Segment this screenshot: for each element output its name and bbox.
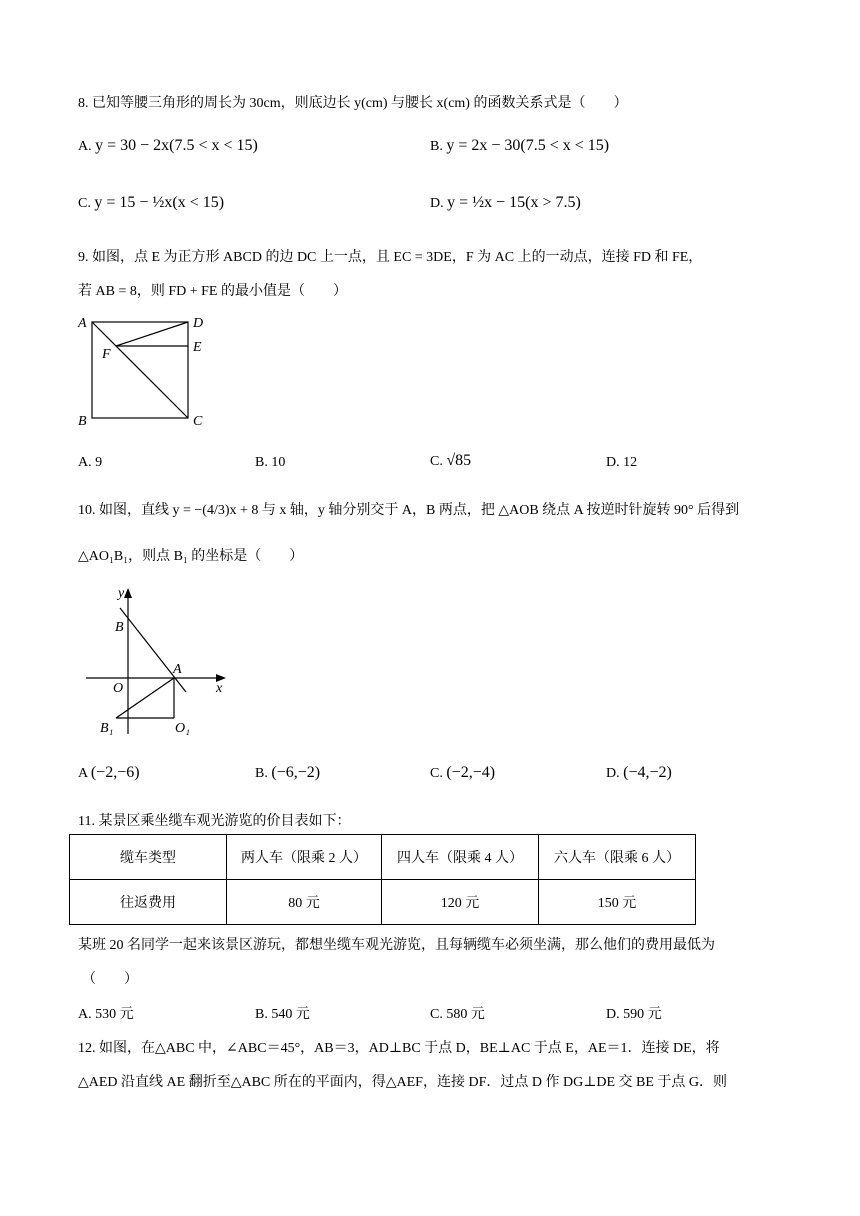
label-c: C [193, 414, 203, 429]
label-f: F [102, 347, 111, 362]
q11-follow-line2: （ ） [82, 972, 138, 987]
table-cell: 80 元 [227, 880, 382, 925]
q11-stem: 11. 某景区乘坐缆车观光游览的价目表如下： [78, 814, 351, 829]
option-formula: y = ½x − 15(x > 7.5) [447, 194, 581, 211]
diagonal-ac [92, 322, 188, 418]
label-y: y [118, 586, 125, 601]
label-b1: B₁ [100, 721, 114, 736]
option-formula: (−4,−2) [623, 764, 672, 781]
option-label: D. [606, 766, 620, 781]
q9-stem-line2: 若 AB = 8，则 FD + FE 的最小值是（ ） [78, 284, 347, 299]
q11-option-c[interactable]: C. 580 元 [430, 1007, 485, 1022]
table-header-cell: 六人车（限乘 6 人） [539, 835, 696, 880]
option-formula: (−6,−2) [271, 764, 321, 781]
q12-stem-line2: △AED 沿直线 AE 翻折至△ABC 所在的平面内，得△AEF，连接 DF．过点 D 作 DG⊥DE 交 BE 于点 G．则 [78, 1075, 728, 1090]
table-cell: 150 元 [539, 880, 696, 925]
q11-option-a[interactable]: A. 530 元 [78, 1007, 134, 1022]
label-x: x [216, 681, 223, 696]
q12-stem-line1: 12. 如图，在△ABC 中，∠ABC＝45°，AB＝3，AD⊥BC 于点 D，BE⊥AC 于点 E，AE＝1．连接 DE，将 [78, 1041, 720, 1056]
option-formula: y = 30 − 2x(7.5 < x < 15) [95, 137, 258, 154]
label-o1: O₁ [175, 721, 190, 736]
q8-stem: 8. 已知等腰三角形的周长为 30cm，则底边长 y(cm) 与腰长 x(cm) 的函数关系式是（ ） [78, 96, 628, 111]
label-o: O [113, 681, 124, 696]
q9-option-b[interactable]: B. 10 [255, 455, 286, 470]
option-formula: y = 15 − ½x(x < 15) [94, 194, 225, 211]
q10-stem-line1: 10. 如图，直线 y = −(4/3)x + 8 与 x 轴，y 轴分别交于 A，B 两点，把 △AOB 绕点 A 按逆时针旋转 90° 后得到 [78, 503, 740, 518]
q9-stem-line1: 9. 如图，点 E 为正方形 ABCD 的边 DC 上一点，且 EC = 3DE，F 为 AC 上的一动点，连接 FD 和 FE， [78, 250, 703, 265]
option-label: A. [78, 139, 92, 154]
option-label: C. [430, 766, 443, 781]
q10-option-a[interactable] [78, 764, 140, 782]
q11-follow-line1: 某班 20 名同学一起来该景区游玩，都想坐缆车观光游览，且每辆缆车必须坐满，那么他们的费用最低为 [78, 938, 715, 953]
option-formula: (−2,−4) [446, 764, 496, 781]
q8-option-d[interactable] [430, 194, 581, 212]
q9-option-c[interactable] [430, 452, 471, 470]
label-e: E [193, 340, 202, 355]
q9-square-figure [70, 308, 220, 433]
table-cell: 120 元 [382, 880, 539, 925]
option-label: C. [78, 196, 91, 211]
q11-option-b[interactable]: B. 540 元 [255, 1007, 310, 1022]
q8-option-b[interactable] [430, 137, 609, 155]
q10-option-b[interactable] [255, 764, 320, 782]
table-header-cell: 缆车类型 [70, 835, 227, 880]
segment-b1-a [116, 678, 174, 718]
table-row [70, 880, 696, 925]
option-label: A [78, 766, 88, 781]
label-b: B [78, 414, 87, 429]
table-row [70, 835, 696, 880]
table-header-cell: 四人车（限乘 4 人） [382, 835, 539, 880]
option-formula: √85 [446, 452, 472, 469]
option-label: D. [430, 196, 444, 211]
y-axis-arrow [124, 588, 132, 598]
option-label: B. [255, 766, 268, 781]
q9-option-a[interactable]: A. 9 [78, 455, 103, 470]
q10-coordinate-figure [80, 584, 240, 744]
label-d: D [193, 316, 204, 331]
line-ab [120, 608, 186, 692]
table-cell: 往返费用 [70, 880, 227, 925]
option-formula: (−2,−6) [90, 764, 140, 781]
q11-price-table [69, 834, 696, 925]
option-formula: y = 2x − 30(7.5 < x < 15) [446, 137, 610, 154]
q10-option-c[interactable] [430, 764, 495, 782]
q10-stem-line2: △AO₁B₁，则点 B₁ 的坐标是（ ） [78, 549, 304, 564]
label-b: B [115, 620, 124, 635]
q11-option-d[interactable]: D. 590 元 [606, 1007, 662, 1022]
label-a: A [78, 316, 87, 331]
segment-fd [116, 322, 188, 346]
q9-option-d[interactable]: D. 12 [606, 455, 638, 470]
q10-option-d[interactable] [606, 764, 672, 782]
label-a: A [173, 662, 182, 677]
table-header-cell: 两人车（限乘 2 人） [227, 835, 382, 880]
option-label: B. [430, 139, 443, 154]
q8-option-a[interactable] [78, 137, 258, 155]
option-label: C. [430, 454, 443, 469]
q8-option-c[interactable] [78, 194, 224, 212]
